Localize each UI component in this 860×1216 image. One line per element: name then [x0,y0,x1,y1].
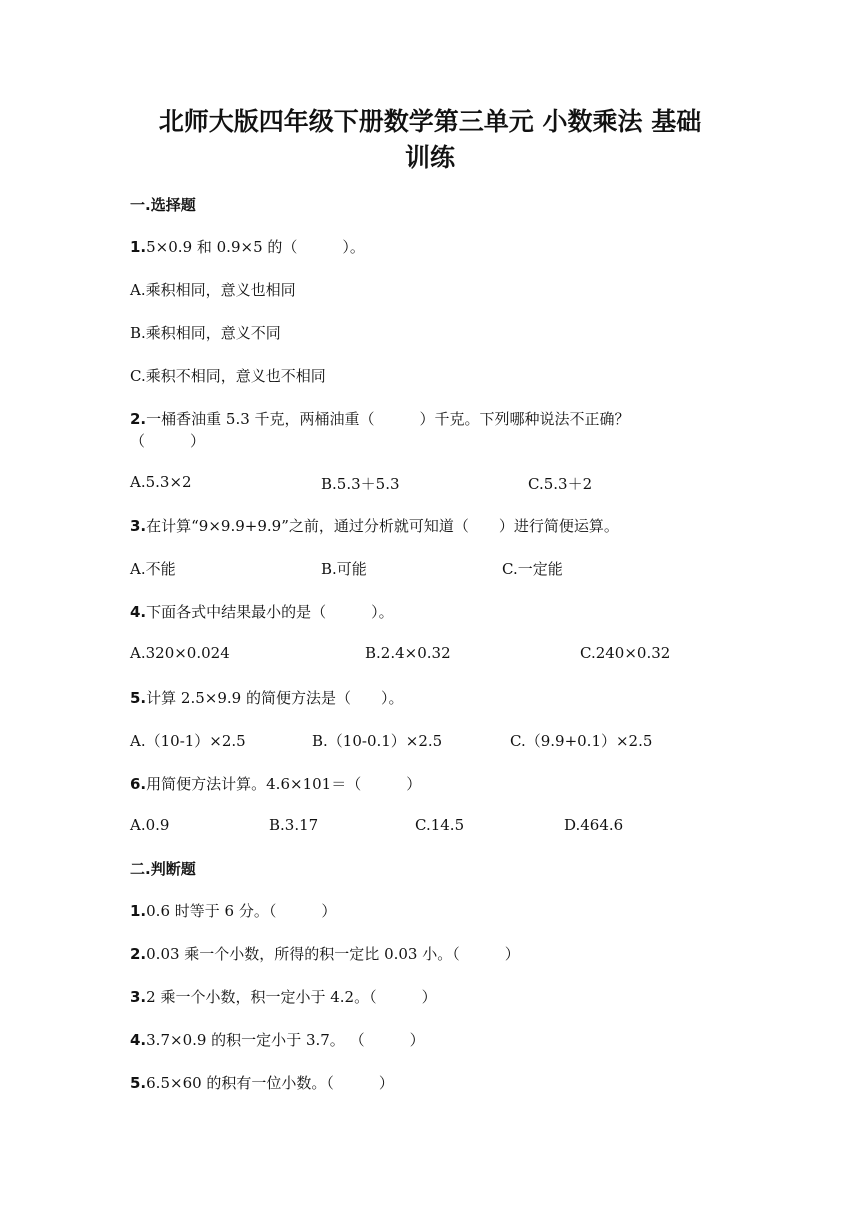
document-title: 北师大版四年级下册数学第三单元 小数乘法 基础 [158,107,702,136]
question-number: 4. [130,1031,147,1049]
question-number: 3. [130,988,147,1006]
q4-option-a: A.320×0.024 [130,644,230,662]
question-number: 5. [130,1074,147,1092]
question-text: 6.5×60 的积有一位小数。（ ） [146,1074,394,1092]
question-text: 0.6 时等于 6 分。（ ） [146,902,337,920]
question-text: 5×0.9 和 0.9×5 的（ ）。 [146,238,365,256]
question-number: 4. [130,603,147,621]
question-2-blank: （ ） [130,432,206,450]
question-text: 2 乘一个小数，积一定小于 4.2。（ ） [146,988,437,1006]
question-text: 计算 2.5×9.9 的简便方法是（ ）。 [146,689,404,707]
q2-option-a: A.5.3×2 [130,473,192,491]
question-6 [130,773,421,794]
question-number: 2. [130,945,147,963]
q5-option-c: C.（9.9+0.1）×2.5 [510,732,653,750]
judgement-5 [130,1072,394,1093]
question-text: 一桶香油重 5.3 千克，两桶油重（ ）千克。下列哪种说法不正确？ [146,410,630,428]
q3-option-a: A.不能 [130,560,176,578]
question-5 [130,687,403,708]
question-2 [130,408,630,429]
question-1 [130,236,365,257]
q1-option-c: C.乘积不相同，意义也不相同 [130,367,326,385]
q2-option-c: C.5.3＋2 [528,475,593,493]
section-heading-choice: 一.选择题 [130,196,196,214]
question-number: 2. [130,410,147,428]
q5-option-b: B.（10-0.1）×2.5 [312,732,443,750]
q6-option-d: D.464.6 [564,816,624,834]
section-heading-judgement: 二.判断题 [130,860,196,878]
judgement-1 [130,900,336,921]
question-text: 3.7×0.9 的积一定小于 3.7。 （ ） [146,1031,425,1049]
question-text: 0.03 乘一个小数，所得的积一定比 0.03 小。（ ） [146,945,520,963]
q3-option-b: B.可能 [321,560,367,578]
question-text: 用简便方法计算。4.6×101＝（ ） [146,775,422,793]
q6-option-c: C.14.5 [415,816,465,834]
judgement-2 [130,943,520,964]
q4-option-c: C.240×0.32 [580,644,671,662]
question-number: 3. [130,517,147,535]
judgement-3 [130,986,437,1007]
q3-option-c: C.一定能 [502,560,563,578]
judgement-4 [130,1029,425,1050]
q5-option-a: A.（10-1）×2.5 [130,732,246,750]
q4-option-b: B.2.4×0.32 [365,644,451,662]
question-number: 1. [130,238,147,256]
question-number: 6. [130,775,147,793]
q1-option-a: A.乘积相同，意义也相同 [130,281,296,299]
question-number: 5. [130,689,147,707]
q2-option-b: B.5.3＋5.3 [321,475,400,493]
question-text: 下面各式中结果最小的是（ ）。 [146,603,394,621]
q6-option-b: B.3.17 [269,816,319,834]
q1-option-b: B.乘积相同，意义不同 [130,324,281,342]
question-number: 1. [130,902,147,920]
question-text: 在计算“9×9.9+9.9”之前，通过分析就可知道（ ）进行简便运算。 [146,517,619,535]
question-3 [130,515,619,536]
question-4 [130,601,394,622]
q6-option-a: A.0.9 [130,816,170,834]
document-title-continued: 训练 [404,143,455,172]
